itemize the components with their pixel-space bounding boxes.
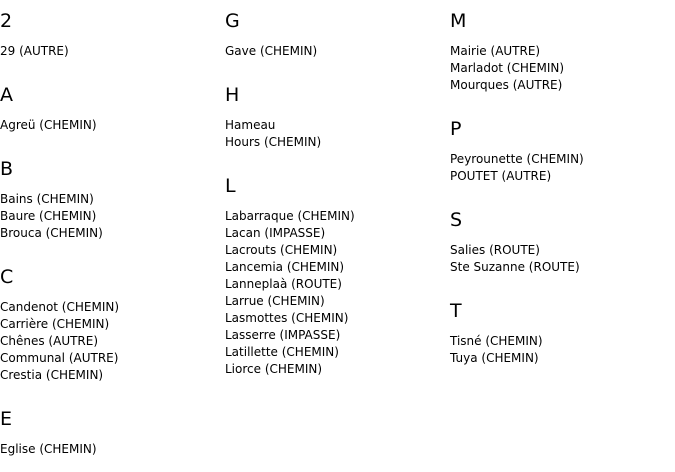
street-link[interactable]: Mourques (AUTRE) xyxy=(450,78,563,92)
section-heading: A xyxy=(0,84,13,106)
street-link[interactable]: Candenot (CHEMIN) xyxy=(0,300,120,314)
street-link[interactable]: Liorce (CHEMIN) xyxy=(225,362,323,376)
street-link[interactable]: Lancemia (CHEMIN) xyxy=(225,260,345,274)
index-column-2 xyxy=(225,0,445,392)
section-2 xyxy=(0,0,220,60)
section-c xyxy=(0,256,220,384)
street-link[interactable]: Hours (CHEMIN) xyxy=(225,135,322,149)
street-link[interactable]: Eglise (CHEMIN) xyxy=(0,442,97,456)
section-l xyxy=(225,165,445,378)
street-link[interactable]: Marladot (CHEMIN) xyxy=(450,61,565,75)
section-h xyxy=(225,74,445,151)
street-link[interactable]: Crestia (CHEMIN) xyxy=(0,368,104,382)
street-link[interactable]: POUTET (AUTRE) xyxy=(450,169,552,183)
section-heading: T xyxy=(450,300,462,322)
section-p xyxy=(450,108,670,185)
street-link[interactable]: Peyrounette (CHEMIN) xyxy=(450,152,584,166)
street-link[interactable]: Tuya (CHEMIN) xyxy=(450,351,539,365)
street-link[interactable]: Tisné (CHEMIN) xyxy=(450,334,543,348)
street-link[interactable]: Lanneplaà (ROUTE) xyxy=(225,277,342,291)
street-link[interactable]: Brouca (CHEMIN) xyxy=(0,226,103,240)
index-column-3 xyxy=(450,0,670,381)
street-link[interactable]: Ste Suzanne (ROUTE) xyxy=(450,260,580,274)
street-link[interactable]: Salies (ROUTE) xyxy=(450,243,540,257)
street-link[interactable]: Gave (CHEMIN) xyxy=(225,44,318,58)
street-link[interactable]: Hameau xyxy=(225,118,276,132)
street-link[interactable]: Lasmottes (CHEMIN) xyxy=(225,311,349,325)
section-heading: H xyxy=(225,84,240,106)
section-heading: S xyxy=(450,209,463,231)
section-heading: B xyxy=(0,158,14,180)
street-link[interactable]: Lacrouts (CHEMIN) xyxy=(225,243,338,257)
section-heading: P xyxy=(450,118,462,140)
street-link[interactable]: Latillette (CHEMIN) xyxy=(225,345,339,359)
index-column-1 xyxy=(0,0,220,472)
section-t xyxy=(450,290,670,367)
section-heading: 2 xyxy=(0,10,13,32)
street-link[interactable]: Agreü (CHEMIN) xyxy=(0,118,97,132)
section-g xyxy=(225,0,445,60)
street-link[interactable]: Communal (AUTRE) xyxy=(0,351,119,365)
street-link[interactable]: Mairie (AUTRE) xyxy=(450,44,541,58)
section-heading: G xyxy=(225,10,240,32)
section-b xyxy=(0,148,220,242)
section-m xyxy=(450,0,670,94)
street-link[interactable]: Chênes (AUTRE) xyxy=(0,334,99,348)
street-link[interactable]: 29 (AUTRE) xyxy=(0,44,69,58)
street-link[interactable]: Carrière (CHEMIN) xyxy=(0,317,110,331)
street-link[interactable]: Baure (CHEMIN) xyxy=(0,209,97,223)
section-heading: L xyxy=(225,175,236,197)
section-e xyxy=(0,398,220,458)
section-a xyxy=(0,74,220,134)
street-link[interactable]: Labarraque (CHEMIN) xyxy=(225,209,355,223)
section-heading: E xyxy=(0,408,13,430)
section-heading: M xyxy=(450,10,467,32)
street-link[interactable]: Bains (CHEMIN) xyxy=(0,192,94,206)
street-link[interactable]: Lasserre (IMPASSE) xyxy=(225,328,341,342)
section-s xyxy=(450,199,670,276)
section-heading: C xyxy=(0,266,14,288)
street-link[interactable]: Larrue (CHEMIN) xyxy=(225,294,325,308)
street-link[interactable]: Lacan (IMPASSE) xyxy=(225,226,326,240)
